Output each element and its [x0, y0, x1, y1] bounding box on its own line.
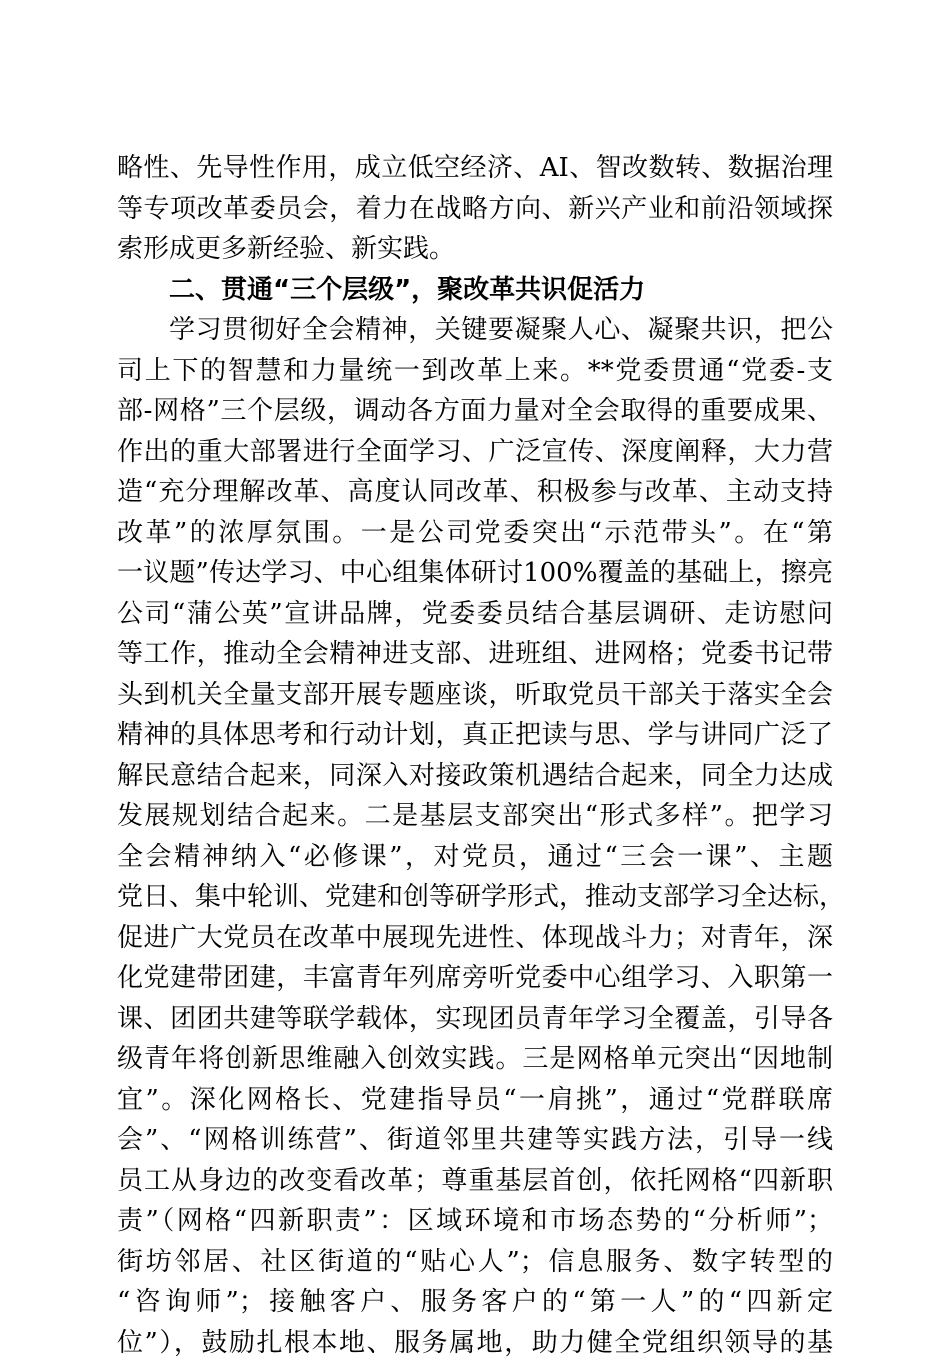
paragraph-line: 位”），鼓励扎根本地、服务属地，助力健全党组织领导的基 — [117, 1323, 833, 1363]
paragraph-line: 会”、“网格训练营”、街道邻里共建等实践方法，引导一线 — [117, 1120, 833, 1161]
document-body — [117, 148, 833, 1363]
paragraph-line: 党日、集中轮训、党建和创等研学形式，推动支部学习全达标， — [117, 877, 833, 918]
paragraph-line: 化党建带团建，丰富青年列席旁听党委中心组学习、入职第一 — [117, 958, 833, 999]
paragraph-line: 一议题”传达学习、中心组集体研讨100%覆盖的基础上，擦亮 — [117, 553, 833, 594]
paragraph-line: 促进广大党员在改革中展现先进性、体现战斗力；对青年，深 — [117, 918, 833, 959]
paragraph-line: 全会精神纳入“必修课”，对党员，通过“三会一课”、主题 — [117, 837, 833, 878]
paragraph-line: 宜”。深化网格长、党建指导员“一肩挑”，通过“党群联席 — [117, 1080, 833, 1121]
paragraph-line: 作出的重大部署进行全面学习、广泛宣传、深度阐释，大力营 — [117, 432, 833, 473]
paragraph-line: 课、团团共建等联学载体，实现团员青年学习全覆盖，引导各 — [117, 999, 833, 1040]
paragraph-line: 街坊邻居、社区街道的“贴心人”；信息服务、数字转型的 — [117, 1242, 833, 1283]
paragraph-line: 公司“蒲公英”宣讲品牌，党委委员结合基层调研、走访慰问 — [117, 594, 833, 635]
section-heading: 二、贯通“三个层级”，聚改革共识促活力 — [117, 270, 833, 311]
paragraph-line: 司上下的智慧和力量统一到改革上来。**党委贯通“党委-支 — [117, 351, 833, 392]
paragraph-line: 发展规划结合起来。二是基层支部突出“形式多样”。把学习 — [117, 796, 833, 837]
paragraph-line: 改革”的浓厚氛围。一是公司党委突出“示范带头”。在“第 — [117, 513, 833, 554]
paragraph-line: 解民意结合起来，同深入对接政策机遇结合起来，同全力达成 — [117, 756, 833, 797]
paragraph-line: 索形成更多新经验、新实践。 — [117, 229, 833, 270]
paragraph-line: “咨询师”；接触客户、服务客户的“第一人”的“四新定 — [117, 1282, 833, 1323]
paragraph-line: 学习贯彻好全会精神，关键要凝聚人心、凝聚共识，把公 — [117, 310, 833, 351]
paragraph-line: 等专项改革委员会，着力在战略方向、新兴产业和前沿领域探 — [117, 189, 833, 230]
paragraph-line: 部-网格”三个层级，调动各方面力量对全会取得的重要成果、 — [117, 391, 833, 432]
paragraph-line: 略性、先导性作用，成立低空经济、AI、智改数转、数据治理 — [117, 148, 833, 189]
paragraph-line: 头到机关全量支部开展专题座谈，听取党员干部关于落实全会 — [117, 675, 833, 716]
paragraph-line: 造“充分理解改革、高度认同改革、积极参与改革、主动支持 — [117, 472, 833, 513]
paragraph-line: 精神的具体思考和行动计划，真正把读与思、学与讲同广泛了 — [117, 715, 833, 756]
paragraph-line: 等工作，推动全会精神进支部、进班组、进网格；党委书记带 — [117, 634, 833, 675]
paragraph-line: 员工从身边的改变看改革；尊重基层首创，依托网格“四新职 — [117, 1161, 833, 1202]
paragraph-line: 责”（网格“四新职责”：区域环境和市场态势的“分析师”； — [117, 1201, 833, 1242]
paragraph-line: 级青年将创新思维融入创效实践。三是网格单元突出“因地制 — [117, 1039, 833, 1080]
